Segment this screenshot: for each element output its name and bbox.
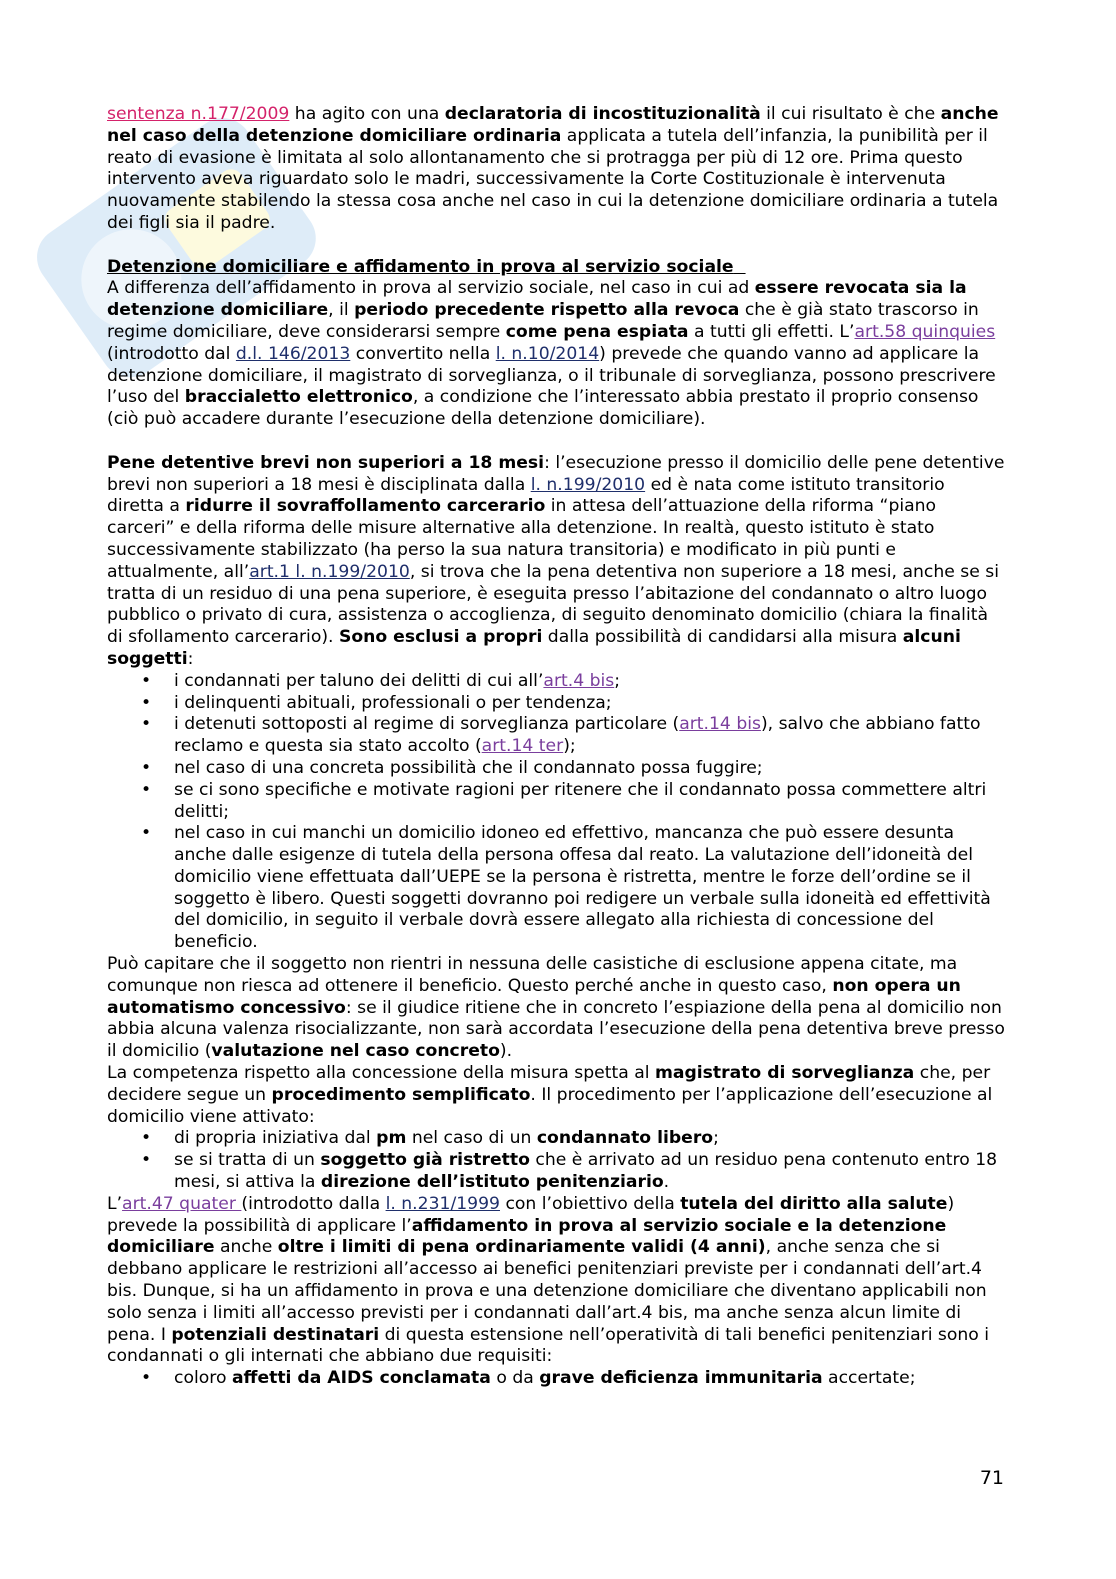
link-art-14-ter[interactable]: art.14 ter <box>481 736 564 757</box>
list-item <box>107 1368 1007 1390</box>
paragraph-pene-detentive-brevi <box>107 453 1007 671</box>
text: nel caso di un <box>406 1128 537 1149</box>
list-item <box>107 693 1007 715</box>
text: . <box>663 1172 670 1193</box>
text: ); <box>563 736 576 757</box>
text: , si trova che la pena detentiva non superiore a 18 mesi, anche se si tratta di un residuo di una pena superiore, è eseguita presso l’abitazione del condannato o altro luogo pubblico o privato di cura, assistenza o accoglienza, di seguito denominato domicilio (chiara la finalità di sfollamento carcerario). <box>107 561 999 648</box>
list-item <box>107 780 1007 824</box>
bold-text: magistrato di sorveglianza <box>654 1063 915 1084</box>
heading-trailing-space <box>734 257 746 277</box>
text: il cui risultato è che <box>760 104 941 124</box>
text: ; <box>713 1128 719 1149</box>
text: nel caso in cui manchi un domicilio idoneo ed effettivo, mancanza che può essere desunta anche dalle esigenze di tutela della persona offesa dal reato. La valutazione dell’idoneità del domicilio viene effettuata dall’UEPE se la persona è ristretta, mentre le forze dell’ordine se il soggetto è libero. Questi soggetti dovranno poi redigere un verbale sulla idoneità ed effettività del domicilio, in seguito il verbale dovrà essere allegato alla richiesta di concessione del beneficio. <box>174 823 991 953</box>
text: (introdotto dal <box>107 343 236 364</box>
list-item <box>107 1128 1007 1150</box>
text: L’ <box>107 1193 123 1214</box>
text: ), salvo che abbiano fatto reclamo e questa sia stato accolto ( <box>174 714 981 757</box>
bold-text: affidamento in prova al servizio sociale e la detenzione domiciliare <box>107 1215 947 1258</box>
text: convertito nella <box>350 343 496 364</box>
bold-text: potenziali destinatari <box>171 1324 380 1345</box>
bold-text: procedimento semplificato <box>271 1084 531 1105</box>
text: i condannati per taluno dei delitti di cui all’ <box>174 670 544 691</box>
bold-text: anche nel caso della detenzione domiciliare ordinaria <box>107 104 999 146</box>
link-art-58-quinquies[interactable]: art.58 quinquies <box>854 321 996 342</box>
paragraph-detenzione <box>107 278 1007 431</box>
spacer <box>107 431 1007 453</box>
section-heading-detenzione <box>107 257 1007 279</box>
text: accertate; <box>822 1368 916 1389</box>
bold-text: Pene detentive brevi non superiori a 18 mesi <box>107 452 545 473</box>
heading-text: Detenzione domiciliare e affidamento in prova al servizio sociale <box>107 256 734 277</box>
text: i detenuti sottoposti al regime di sorveglianza particolare ( <box>174 714 680 735</box>
procedure-list <box>107 1128 1007 1193</box>
text: ha agito con una <box>289 104 445 124</box>
link-art-1-l-199-2010[interactable]: art.1 l. n.199/2010 <box>249 561 410 582</box>
link-sentenza-177-2009[interactable]: sentenza n.177/2009 <box>107 104 290 124</box>
text: con l’obiettivo della <box>499 1193 681 1214</box>
paragraph-art-47-quater <box>107 1194 1007 1368</box>
link-dl-146-2013[interactable]: d.l. 146/2013 <box>235 343 351 364</box>
list-item <box>107 823 1007 954</box>
spacer <box>107 235 1007 257</box>
bold-text: essere revocata sia la detenzione domiciliare <box>107 278 967 321</box>
paragraph-competenza <box>107 1063 1007 1128</box>
text: : se il giudice ritiene che in concreto l’espiazione della pena al domicilio non abbia alcuna valenza risocializzante, non sarà accordata l’esecuzione della pena detentiva breve presso il domicilio ( <box>107 997 1005 1062</box>
exclusion-list <box>107 671 1007 954</box>
link-art-47-quater[interactable]: art.47 quater <box>122 1193 242 1214</box>
text: che, per decidere segue un <box>107 1063 991 1105</box>
list-item <box>107 1150 1007 1194</box>
text: se si tratta di un <box>174 1150 321 1171</box>
link-l-231-1999[interactable]: l. n.231/1999 <box>385 1193 500 1214</box>
bold-text: pm <box>376 1128 407 1149</box>
text: di propria iniziativa dal <box>174 1128 377 1149</box>
text: i delinquenti abituali, professionali o per tendenza; <box>174 692 612 713</box>
text: se ci sono specifiche e motivate ragioni per ritenere che il condannato possa commettere altri delitti; <box>174 779 987 822</box>
link-art-14-bis[interactable]: art.14 bis <box>679 714 761 735</box>
bold-text: braccialetto elettronico <box>184 387 413 408</box>
text: applicata a tutela dell’infanzia, la punibilità per il reato di evasione è limitata al solo allontanamento che si protragga per più di 12 ore. Prima questo intervento aveva riguardato solo le madri, successivamente la Corte Costituzionale è intervenuta nuovamente stabilendo la stessa cosa anche nel caso in cui la detenzione domiciliare ordinaria a tutela dei figli sia il padre. <box>107 125 999 233</box>
requirements-list <box>107 1368 1007 1390</box>
text: dalla possibilità di candidarsi alla misura <box>542 627 903 648</box>
text: ) prevede la possibilità di applicare l’ <box>107 1193 955 1236</box>
bold-text: tutela del diritto alla salute <box>680 1193 948 1214</box>
text: , a condizione che l’interessato abbia prestato il proprio consenso (ciò può accadere durante l’esecuzione della detenzione domiciliare). <box>107 387 979 430</box>
text: , il <box>328 300 355 321</box>
list-item <box>107 758 1007 780</box>
text: in attesa dell’attuazione della riforma “piano carceri” e della riforma delle misure alternative alla detenzione. In realtà, questo istituto è stato successivamente stabilizzato (ha perso la sua natura transitoria) e modificato in più punti e attualmente, all’ <box>107 496 937 582</box>
text: di questa estensione nell’operatività di tali benefici penitenziari sono i condannati o gli internati che abbiano due requisiti: <box>107 1324 990 1367</box>
bold-text: affetti da AIDS conclamata <box>231 1368 491 1389</box>
bold-text: alcuni soggetti <box>107 627 961 669</box>
bold-text: periodo precedente rispetto alla revoca <box>354 300 740 321</box>
document-page <box>107 104 1007 1390</box>
text: Può capitare che il soggetto non rientri in nessuna delle casistiche di esclusione appena citate, ma comunque non riesca ad ottenere il beneficio. Questo perché anche in questo caso, <box>107 954 958 996</box>
bold-text: direzione dell’istituto penitenziario <box>320 1172 664 1193</box>
text: o da <box>490 1368 540 1389</box>
text: ed è nata come istituto transitorio diretta a <box>107 474 945 517</box>
text: coloro <box>174 1368 232 1389</box>
text: che è già stato trascorso in regime domiciliare, deve considerarsi sempre <box>107 300 979 342</box>
bold-text: oltre i limiti di pena ordinariamente validi (4 anni) <box>277 1237 766 1258</box>
text: , anche senza che si debbano applicare le restrizioni all’accesso ai benefici penitenziari previste per i condannati dell’art.4 bis. Dunque, si ha un affidamento in prova e una detenzione domiciliare che diventano applicabili non solo senza i limiti all’accesso previsti per i condannati dall’art.4 bis, ma anche senza alcun limite di pena. I <box>107 1237 987 1345</box>
list-item <box>107 714 1007 758</box>
text: a tutti gli effetti. L’ <box>688 321 855 342</box>
text: anche <box>214 1237 278 1258</box>
text: : <box>187 648 194 669</box>
text: ; <box>614 670 621 691</box>
bold-text: ridurre il sovraffollamento carcerario <box>185 496 546 517</box>
text: (introdotto dalla <box>241 1193 386 1214</box>
bold-text: declaratoria di incostituzionalità <box>444 104 761 124</box>
text: La competenza rispetto alla concessione della misura spetta al <box>107 1063 655 1084</box>
bold-text: non opera un automatismo concessivo <box>107 975 961 1018</box>
paragraph-intro <box>107 104 1007 235</box>
text: : l’esecuzione presso il domicilio delle pene detentive brevi non superiori a 18 mesi è disciplinata dalla <box>107 452 1005 495</box>
link-art-4-bis[interactable]: art.4 bis <box>543 670 615 691</box>
text: nel caso di una concreta possibilità che il condannato possa fuggire; <box>174 757 763 778</box>
bold-text: valutazione nel caso concreto <box>211 1041 500 1062</box>
text: ). <box>499 1041 513 1062</box>
text: . Il procedimento per l’applicazione dell’esecuzione al domicilio viene attivato: <box>107 1084 993 1127</box>
text: che è arrivato ad un residuo pena contenuto entro 18 mesi, si attiva la <box>174 1150 998 1193</box>
bold-text: soggetto già ristretto <box>320 1150 530 1171</box>
link-l-10-2014[interactable]: l. n.10/2014 <box>495 343 600 364</box>
text: ) prevede che quando vanno ad applicare la detenzione domiciliare, il magistrato di sorveglianza, o il tribunale di sorveglianza, possono prescrivere l’uso del <box>107 343 996 408</box>
bold-text: condannato libero <box>536 1128 714 1149</box>
bold-text: Sono esclusi a propri <box>338 627 543 648</box>
bold-text: grave deficienza immunitaria <box>539 1368 823 1389</box>
paragraph-automatismo <box>107 954 1007 1063</box>
list-item <box>107 671 1007 693</box>
page-number: 71 <box>979 1467 1004 1489</box>
link-l-199-2010[interactable]: l. n.199/2010 <box>530 474 646 495</box>
bold-text: come pena espiata <box>505 321 689 342</box>
text: A differenza dell’affidamento in prova al servizio sociale, nel caso in cui ad <box>107 278 755 299</box>
